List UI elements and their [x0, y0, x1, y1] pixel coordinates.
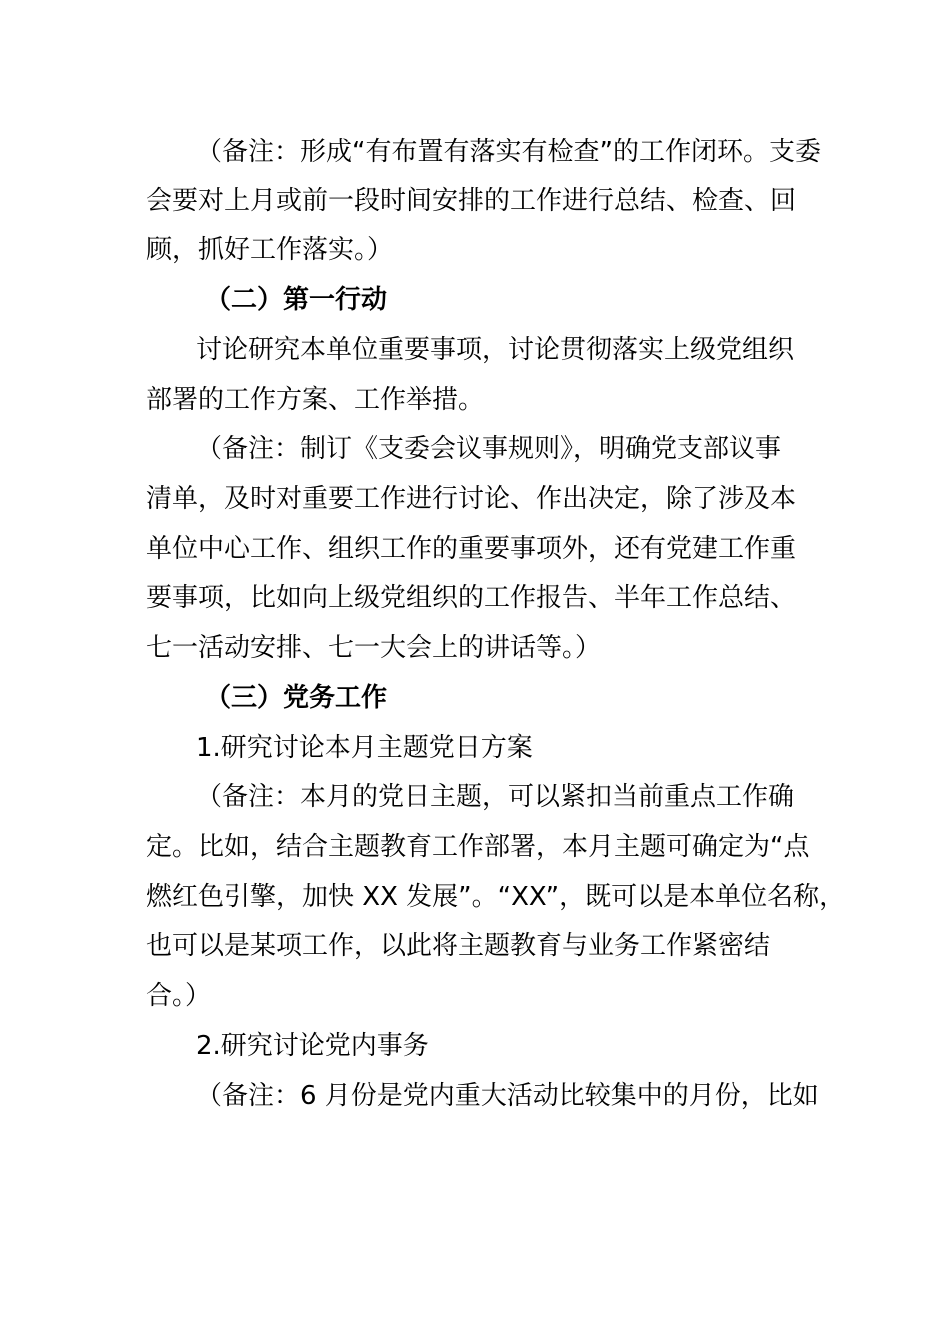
body-paragraph-line-2: 部署的工作方案、工作举措。: [146, 385, 485, 415]
note-paragraph-2-line-2: 清单，及时对重要工作进行讨论、作出决定，除了涉及本: [146, 484, 797, 514]
note-paragraph-3-line-2: 定。比如，结合主题教育工作部署，本月主题可确定为“点: [146, 832, 810, 862]
section-heading-3: （三）党务工作: [205, 683, 388, 713]
note-paragraph-4-line-1: （备注：6 月份是党内重大活动比较集中的月份，比如: [196, 1081, 819, 1111]
note-paragraph-3-line-5: 合。）: [146, 981, 212, 1011]
note-paragraph-2-line-5: 七一活动安排、七一大会上的讲话等。）: [146, 633, 602, 663]
note-paragraph-1-line-1: （备注：形成“有布置有落实有检查”的工作闭环。支委: [196, 137, 821, 167]
section-heading-2: （二）第一行动: [205, 285, 388, 315]
note-paragraph-2-line-4: 要事项，比如向上级党组织的工作报告、半年工作总结、: [146, 583, 797, 613]
note-paragraph-2-line-1: （备注：制订《支委会议事规则》，明确党支部议事: [196, 434, 782, 464]
note-paragraph-1-line-3: 顾，抓好工作落实。）: [146, 235, 394, 265]
body-paragraph-line-1: 讨论研究本单位重要事项，讨论贯彻落实上级党组织: [196, 335, 795, 365]
item-2-title: 2.研究讨论党内事务: [196, 1031, 429, 1061]
note-paragraph-2-line-3: 单位中心工作、组织工作的重要事项外，还有党建工作重: [146, 534, 797, 564]
note-paragraph-3-line-1: （备注：本月的党日主题，可以紧扣当前重点工作确: [196, 782, 795, 812]
note-paragraph-1-line-2: 会要对上月或前一段时间安排的工作进行总结、检查、回: [146, 186, 797, 216]
note-paragraph-3-line-4: 也可以是某项工作，以此将主题教育与业务工作紧密结: [146, 931, 771, 961]
note-paragraph-3-line-3: 燃红色引擎，加快 XX 发展”。“XX”，既可以是本单位名称，: [146, 882, 846, 912]
item-1-title: 1.研究讨论本月主题党日方案: [196, 733, 533, 763]
